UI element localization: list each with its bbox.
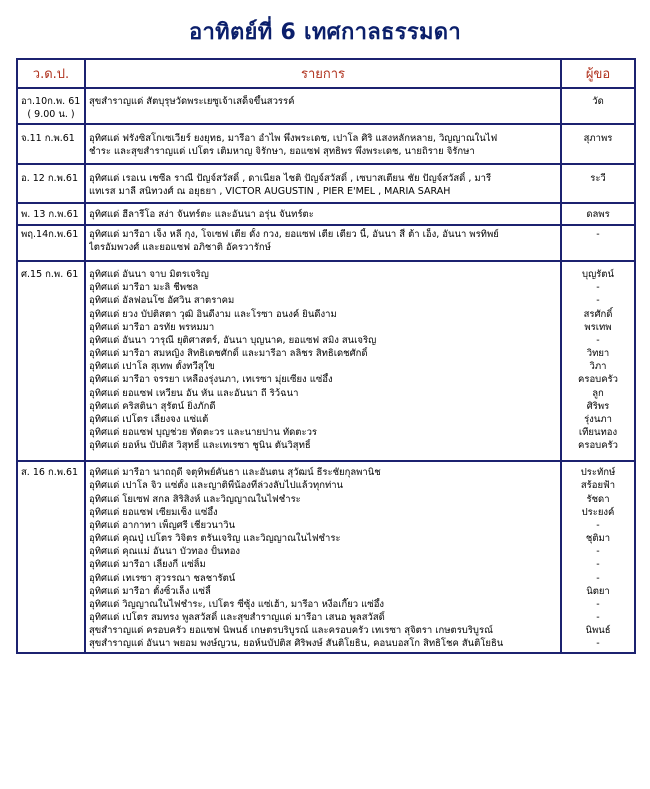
table-row <box>17 203 635 225</box>
requester-name: - <box>596 638 600 650</box>
requester-name: - <box>596 572 600 584</box>
requester-name: สุภาพร <box>583 133 613 144</box>
requester-name: - <box>596 559 600 571</box>
intention-line: อุทิศแด่ เปโตร เลี่ยงจง แซ่แต้ <box>89 413 209 425</box>
requester-name: พรเทพ <box>584 321 612 333</box>
row-time: ( 9.00 น. ) <box>27 109 75 120</box>
requester-name: ชุติมา <box>585 533 611 545</box>
requester-name: - <box>596 228 600 240</box>
row-requester-cell <box>561 461 635 653</box>
requester-name: - <box>596 519 600 531</box>
row-requester-cell <box>561 203 635 225</box>
row-requester-cell <box>561 261 635 461</box>
intention-line: อุทิศแด่ วิญญาณในไฟชำระ, เปโตร ซี่ซุ้ง แซ่เฮ้า, มารีอา หงี่อเกี๊ยว แซ่อึ้ง <box>89 598 385 610</box>
requester-name: - <box>596 282 600 294</box>
row-date: จ.11 ก.พ.61 <box>21 133 75 144</box>
table-row <box>17 225 635 261</box>
intention-line: อุทิศแด่ มารีอา มะลิ ชีพชล <box>89 282 199 294</box>
row-requester-cell <box>561 225 635 261</box>
requester-name: นิตยา <box>586 585 610 597</box>
page-title: อาทิตย์ที่ 6 เทศกาลธรรมดา <box>188 20 462 45</box>
row-date-cell <box>17 261 85 461</box>
requester-name: นิพนธ์ <box>585 625 611 637</box>
row-requester-cell <box>561 164 635 202</box>
requester-name: บุญรัตน์ <box>582 269 614 281</box>
intention-line: อุทิศแด่ มารีอา นาถฤดี จตุทิพย์คันธา และอันตน สุวัฒน์ ธีระชัยกุลพานิช <box>89 467 381 479</box>
requester-name: ประยงค์ <box>581 506 615 518</box>
intention-line: อุทิศแด่ มารีอา สมหญิง สิทธิเดชศักดิ์ และมารีอา ลลิชร สิทธิเดชศักดิ์ <box>89 348 368 360</box>
intention-line: อุทิศแด่ เปาโล จิว แซ่ตั้ง และญาติพี่น้องที่ล่วงลับไปแล้วทุกท่าน <box>89 480 344 492</box>
intention-line: อุทิศแด่ ยวง บัปติสตา วุฒิ อินดีงาม และโรซา อนงค์ ยินดีงาม <box>89 308 337 320</box>
requester-name: ประทักษ์ <box>580 467 616 479</box>
intention-line: อุทิศแด่ ฟรังซิสโกเซเวียร์ ยงยุทธ, มารีอา อำไพ พึ่งพระเดช, เปาโล ศิริ แสงหลักหลาย, วิญญาณในไฟ <box>89 133 498 144</box>
intention-line: อุทิศแด่ เทเรซา สุวรรณา ชลชารัตน์ <box>89 572 236 584</box>
requester-name: วิทยา <box>586 348 610 360</box>
mass-intention-table <box>16 58 636 654</box>
intention-line: อุทิศแด่ คริสตินา สุรัตน์ ยิ่งภักดี <box>89 400 216 412</box>
row-items-cell <box>85 461 561 653</box>
intention-line: อุทิศแด่ ยอแซฟ เซียมเซ็ง แซ่อึ้ง <box>89 506 218 518</box>
row-date-cell <box>17 461 85 653</box>
requester-name: ลูก <box>592 387 604 399</box>
requester-name: - <box>596 334 600 346</box>
intention-line: อุทิศแด่ ยอห์น บัปติส วิสุทธิ์ และเทเรซา ชูนิน ตันวิสุทธิ์ <box>89 440 311 452</box>
requester-name: รุ่งนภา <box>584 413 612 425</box>
intention-line: อุทิศแด่ ยอแซฟ เหวียน อัน หัน และอันนา ถี ริว้ฉนา <box>89 387 299 399</box>
row-items-cell <box>85 88 561 124</box>
requester-name: เทียนทอง <box>578 426 618 438</box>
row-date-cell <box>17 164 85 202</box>
intention-line: อุทิศแด่ อันนา วารุณี ยุติศาสตร์, อันนา บุญนาค, ยอแซฟ สมิง สนเจริญ <box>89 334 377 346</box>
requester-name: ครอบครัว <box>578 374 618 386</box>
table-header-row <box>17 59 635 88</box>
intention-line: อุทิศแด่ อากาทา เพ็ญศรี เชี่ยวนาวิน <box>89 519 236 531</box>
row-date: ส. 16 ก.พ.61 <box>21 467 79 479</box>
intention-line: อุทิศแด่ อัลฟอนโซ อัศวิน สาตราคม <box>89 295 235 307</box>
requester-name: ศิริพร <box>586 400 610 412</box>
intention-line: อุทิศแด่ ฮีลารีโอ สง่า จันทร์ตะ และอันนา อรุ่น จันทร์ตะ <box>89 208 314 220</box>
intention-line: อุทิศแด่ มารีอา อรทัย พรหมมา <box>89 321 215 333</box>
intention-line: อุทิศแด่ อันนา จาบ มิตรเจริญ <box>89 269 209 281</box>
requester-name: วิภา <box>589 361 607 373</box>
row-requester-cell <box>561 88 635 124</box>
row-date: อ. 12 ก.พ.61 <box>21 173 78 185</box>
row-date: พ. 13 ก.พ.61 <box>21 208 79 220</box>
table-row <box>17 261 635 461</box>
requester-name: ครอบครัว <box>578 440 618 452</box>
row-date-cell <box>17 124 85 164</box>
requester-name: - <box>596 295 600 307</box>
row-items-cell <box>85 164 561 202</box>
intention-line: อุทิศแด่ มารีอา ตั้งซิ้วเล็ง แซ่ลี้ <box>89 585 211 597</box>
intention-line: สุขสำราญแด่ ครอบครัว ยอแซฟ นิพนธ์ เกษตรบริบูรณ์ และครอบครัว เทเรซา สุจิตรา เกษตรบริบูรณ์ <box>89 625 493 637</box>
requester-name: - <box>596 546 600 558</box>
intention-line: แทเรส มาลี สนิทวงศ์ ณ อยุธยา , VICTOR AUGUSTIN , PIER E'MEL , MARIA SARAH <box>89 186 451 198</box>
table-row <box>17 124 635 164</box>
table-row <box>17 461 635 653</box>
requester-name: ดลพร <box>586 208 610 220</box>
intention-line: อุทิศแด่ มารีอา จรรยา เหลืองรุ่งนภา, เทเรซา มุ่ยเซียง แซ่อึ้ง <box>89 374 333 386</box>
row-date: อา.10ก.พ. 61 <box>21 96 81 107</box>
row-date-cell <box>17 225 85 261</box>
requester-name: สรศักดิ์ <box>583 308 613 320</box>
intention-line: สุขสำราญแด่ อันนา พยอม พงษ์ญวน, ยอห์นบัปติส ศิริพงษ์ สันติโยธิน, คอนบอสโก สิทธิโชค สันติโยธิน <box>89 638 504 650</box>
intention-line: อุทิศแด่ โยเซฟ สกล สิริสิงห์ และวิญญาณในไฟชำระ <box>89 493 301 505</box>
intention-line: ชำระ และสุขสำราญแด่ เปโตร เติมหาญ จิรักษา, ยอแซฟ สุทธิพร พึ่งพระเดช, นายถิราย จิรักษา <box>89 146 475 158</box>
row-items-cell <box>85 124 561 164</box>
requester-name: - <box>596 612 600 623</box>
table-row <box>17 88 635 124</box>
intention-line: สุขสำราญแด่ สัตบุรุษวัดพระเยซูเจ้าเสด็จขึ้นสวรรค์ <box>89 96 295 107</box>
intention-line: ไตรอัมพวงศ์ และยอแซฟ อภิชาติ อัครวารักษ์ <box>89 241 271 253</box>
requester-name: วัด <box>592 96 604 107</box>
intention-line: อุทิศแด่ ยอแซฟ บุญช่วย ทัดตะวร และนายปาน ทัดตะวร <box>89 426 318 438</box>
intention-line: อุทิศแด่ มารีอา เจ็ง หลี กุง, โจเซฟ เตีย ดั้ง กวง, ยอแซฟ เตีย เตียว นี้, อันนา สี่ ต้า เอ็ง, อันนา พรทิพย์ <box>89 228 499 240</box>
row-date: ศ.15 ก.พ. 61 <box>21 269 79 281</box>
row-date-cell <box>17 203 85 225</box>
row-items-cell <box>85 225 561 261</box>
intention-line: อุทิศแด่ มารีอา เลี่ยงกี่ แซ่ลิ้ม <box>89 559 206 571</box>
header-items: รายการ <box>85 59 561 88</box>
requester-name: - <box>596 598 600 610</box>
header-date: ว.ด.ป. <box>17 59 85 88</box>
intention-line: อุทิศแด่ เปโตร สมทรง พูลสวัสดิ์ และสุขสำราญแด่ มารีอา เสนอ พูลสวัสดิ์ <box>89 612 385 623</box>
header-requester: ผู้ขอ <box>561 59 635 88</box>
table-row <box>17 164 635 202</box>
requester-name: สร้อยฟ้า <box>580 480 616 492</box>
row-items-cell <box>85 261 561 461</box>
intention-line: อุทิศแด่ คุณปู่ เปโตร วิจิตร ตรันเจริญ และวิญญาณในไฟชำระ <box>89 533 341 545</box>
intention-line: อุทิศแด่ เปาโล สุเทพ ตั้งทวีสุใข <box>89 361 215 373</box>
row-requester-cell <box>561 124 635 164</box>
row-date: พฤ.14ก.พ.61 <box>21 228 79 240</box>
row-date-cell <box>17 88 85 124</box>
requester-name: ระวี <box>590 173 606 185</box>
intention-line: อุทิศแด่ คุณแม่ อันนา บัวทอง ปั้นทอง <box>89 546 241 558</box>
requester-name: รัชดา <box>586 493 610 505</box>
row-items-cell <box>85 203 561 225</box>
intention-line: อุทิศแด่ เรอเน เชซีล ราณี ปัญจ์สวัสดิ์ , ดาเนียล ไชติ ปัญจ์สวัสดิ์ , เซบาสเตียน ชัย ปัญจ์สวัสดิ์ , มารี <box>89 173 492 185</box>
